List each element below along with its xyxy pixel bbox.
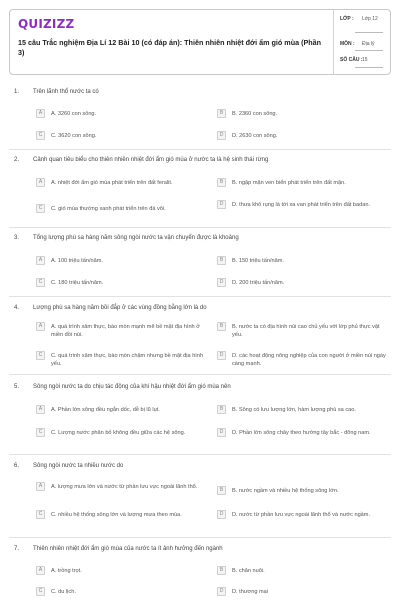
option-text: A. nhiệt đới ẩm gió mùa phát triển trên đất feralit. [51, 180, 173, 186]
question-text: Trên lãnh thổ nước ta có [33, 89, 99, 95]
meta-divider [355, 50, 383, 51]
option-letter-box: B [217, 405, 226, 414]
option-letter-box: A [36, 178, 45, 187]
option-text: B. Sông có lưu lượng lớn, hàm lượng phù sa cao. [232, 407, 356, 413]
option-letter-box: B [217, 566, 226, 575]
option-letter-box: D [217, 351, 226, 360]
question-text: Sông ngòi nước ta do chịu tác động của khí hậu nhiệt đới ẩm gió mùa nên [33, 384, 231, 390]
option-text: C. quá trình xâm thực, bào mòn chậm nhưng bề mặt địa hình yếu. [51, 353, 204, 367]
option-letter-box: C [36, 428, 45, 437]
option-text: C. Lượng nước phân bố không đều giữa các hệ sông. [51, 430, 186, 436]
worksheet-title: 15 câu Trắc nghiệm Địa Lí 12 Bài 10 (có đáp án): Thiên nhiên nhiệt đới ẩm gió mùa (Phần 3) [18, 38, 322, 57]
option-text: D. Phần lớn sông chảy theo hướng tây bắc - đông nam. [232, 430, 371, 436]
question-divider [9, 454, 391, 455]
question-number: 7. [14, 546, 20, 552]
meta-divider [355, 32, 383, 33]
option-letter-box: D [217, 278, 226, 287]
option-letter-box: C [36, 587, 45, 596]
meta-class-label: LỚP : [340, 16, 354, 22]
option-text: B. ngập mặn ven biển phát triển trên đất mặn. [232, 180, 346, 186]
meta-divider [355, 67, 383, 68]
quizizz-logo: QUIZIZZ [18, 17, 75, 31]
option-letter-box: C [36, 351, 45, 360]
option-text: D. 2630 con sông. [232, 133, 278, 139]
option-letter-box: C [36, 278, 45, 287]
option-text: B. chăn nuôi. [232, 568, 265, 574]
option-letter-box: B [217, 256, 226, 265]
option-text: D. thưa khô rụng lá tới xa van phát triển trên đất badan. [232, 202, 371, 208]
option-text: B. nước ngầm và nhiều hệ thống sông lớn. [232, 488, 339, 494]
option-letter-box: A [36, 482, 45, 491]
option-text: D. 200 triệu tấn/năm. [232, 280, 285, 286]
option-text: D. thương mại [232, 589, 269, 595]
option-text: C. 3620 con sông. [51, 133, 97, 139]
meta-count-value: 15 [362, 57, 368, 63]
option-letter-box: A [36, 256, 45, 265]
option-text: C. gió mùa thường xanh phát triển trên đá vôi. [51, 206, 166, 212]
meta-subject-label: MÔN : [340, 41, 355, 47]
question-divider [9, 374, 391, 375]
question-divider [9, 149, 391, 150]
option-letter-box: B [217, 109, 226, 118]
question-text: Thiên nhiên nhiệt đới ẩm gió mùa của nước ta ít ảnh hưởng đến ngành [33, 546, 223, 552]
option-text: B. 150 triệu tấn/năm. [232, 258, 284, 264]
option-letter-box: D [217, 131, 226, 140]
worksheet-meta [333, 10, 391, 74]
question-number: 1. [14, 89, 20, 95]
meta-subject-value: Địa lý [362, 41, 375, 47]
option-letter-box: D [217, 200, 226, 209]
question-text: Cảnh quan tiêu biểu cho thiên nhiên nhiệt đới ẩm gió mùa ở nước ta là hệ sinh thái rừng [33, 157, 269, 163]
option-letter-box: A [36, 109, 45, 118]
option-text: A. lượng mưa lớn và nước từ phần lưu vực ngoài lãnh thổ. [51, 484, 198, 490]
option-letter-box: D [217, 587, 226, 596]
option-letter-box: B [217, 322, 226, 331]
option-text: D. các hoạt động nông nghiệp của con người ở miền núi ngày càng mạnh. [232, 353, 386, 367]
question-number: 5. [14, 384, 20, 390]
question-number: 2. [14, 157, 20, 163]
option-text: A. quá trình xâm thực, bào mòn mạnh mẽ bề mặt địa hình ở miền đồi núi. [51, 324, 200, 338]
option-text: A. Phần lớn sông đều ngắn dốc, dễ bị lũ lụt. [51, 407, 160, 413]
option-text: B. 2360 con sông. [232, 111, 278, 117]
option-text: C. nhiều hệ thống sông lớn và lượng mưa theo mùa. [51, 512, 182, 518]
option-text: A. trồng trọt. [51, 568, 82, 574]
option-text: A. 3260 con sông. [51, 111, 97, 117]
question-number: 6. [14, 463, 20, 469]
option-letter-box: D [217, 428, 226, 437]
option-letter-box: C [36, 131, 45, 140]
option-text: A. 100 triệu tấn/năm. [51, 258, 103, 264]
option-text: C. du lịch. [51, 589, 76, 595]
option-letter-box: A [36, 566, 45, 575]
option-letter-box: C [36, 510, 45, 519]
worksheet-header [9, 9, 391, 75]
meta-count-label: SỐ CÂU : [340, 57, 363, 63]
question-divider [9, 296, 391, 297]
question-text: Sông ngòi nước ta nhiều nước do [33, 463, 124, 469]
option-letter-box: B [217, 178, 226, 187]
meta-class-value: Lớp 12 [362, 16, 378, 22]
option-text: D. nước từ phần lưu vực ngoài lãnh thổ và nước ngầm. [232, 512, 371, 518]
option-letter-box: D [217, 510, 226, 519]
question-text: Tổng lượng phù sa hàng năm sông ngòi nước ta vận chuyển được là khoảng [33, 235, 239, 241]
question-divider [9, 227, 391, 228]
option-letter-box: B [217, 486, 226, 495]
option-text: B. nước ta có địa hình núi cao chủ yếu với lớp phủ thực vật yếu. [232, 324, 380, 338]
question-text: Lượng phù sa hàng năm bồi đắp ở các vùng đồng bằng lớn là do [33, 305, 207, 311]
question-number: 4. [14, 305, 20, 311]
question-divider [9, 537, 391, 538]
option-letter-box: A [36, 405, 45, 414]
option-text: C. 180 triệu tấn/năm. [51, 280, 104, 286]
option-letter-box: C [36, 204, 45, 213]
option-letter-box: A [36, 322, 45, 331]
question-number: 3. [14, 235, 20, 241]
